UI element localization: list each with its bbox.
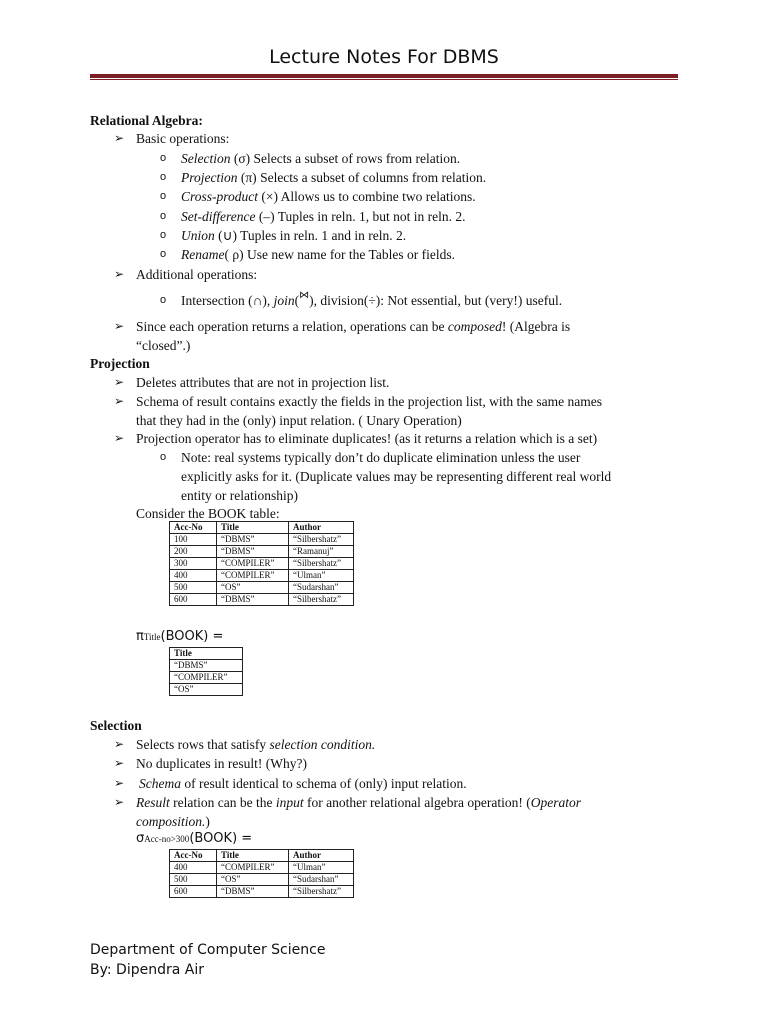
operation-name: Cross-product xyxy=(181,189,259,204)
table-row xyxy=(170,874,354,886)
table-row xyxy=(170,862,354,874)
selection-bullet-3: Schema of result identical to schema of (only) input relation. xyxy=(139,776,467,791)
table-cell: “COMPILER” xyxy=(170,672,243,684)
title-rule-thin xyxy=(90,79,678,80)
arrow-bullet-icon: ➢ xyxy=(114,319,125,333)
operation-description: Tuples in reln. 1 and in reln. 2. xyxy=(240,228,407,243)
table-cell: “DBMS” xyxy=(217,546,289,558)
table-cell: 100 xyxy=(170,534,217,546)
table-row xyxy=(170,594,354,606)
book-table xyxy=(169,521,354,606)
circle-bullet-icon: o xyxy=(160,229,167,241)
selection-result-table xyxy=(169,849,354,898)
operation-name: Selection xyxy=(181,151,231,166)
basic-operations-label: Basic operations: xyxy=(136,131,230,146)
operation-item xyxy=(181,227,406,244)
composed-text-cont: “closed”.) xyxy=(136,338,191,353)
operation-description: Selects a subset of columns from relation. xyxy=(260,170,487,185)
table-header-cell: Title xyxy=(217,850,289,862)
table-cell: 200 xyxy=(170,546,217,558)
arrow-bullet-icon: ➢ xyxy=(114,375,125,389)
circle-bullet-icon: o xyxy=(160,171,167,183)
circle-bullet-icon: o xyxy=(160,248,167,260)
additional-operations-label: Additional operations: xyxy=(136,267,258,282)
projection-bullet-2: Schema of result contains exactly the fields in the projection list, with the same names xyxy=(136,394,603,409)
arrow-bullet-icon: ➢ xyxy=(114,776,125,790)
table-row xyxy=(170,582,354,594)
additional-operations-item: Intersection (∩), join(⋈), division(÷): Not essential, but (very!) useful. xyxy=(181,290,563,308)
operation-item xyxy=(181,208,465,225)
operation-description: Use new name for the Tables or fields. xyxy=(246,247,455,262)
page-title: Lecture Notes For DBMS xyxy=(269,46,499,68)
operation-name: Rename xyxy=(181,247,225,262)
table-cell: “DBMS” xyxy=(217,594,289,606)
arrow-bullet-icon: ➢ xyxy=(114,394,125,408)
circle-bullet-icon: o xyxy=(160,210,167,222)
table-header-cell: Author xyxy=(289,522,354,534)
operation-item xyxy=(181,188,476,205)
operation-description: Allows us to combine two relations. xyxy=(280,189,476,204)
section-heading-selection: Selection xyxy=(90,718,142,733)
operation-symbol: (∪) xyxy=(214,228,237,243)
table-header-cell: Title xyxy=(217,522,289,534)
table-cell: “DBMS” xyxy=(170,660,243,672)
table-cell: “Sudarshan” xyxy=(289,582,354,594)
operation-item xyxy=(181,169,486,186)
circle-bullet-icon: o xyxy=(160,190,167,202)
operation-symbol: (–) xyxy=(255,209,275,224)
operation-name: Set-difference xyxy=(181,209,256,224)
operation-description: Tuples in reln. 1, but not in reln. 2. xyxy=(277,209,466,224)
composed-text: Since each operation returns a relation, operations can be composed! (Algebra is xyxy=(136,319,571,334)
table-row xyxy=(170,684,243,696)
table-cell: “COMPILER” xyxy=(217,862,289,874)
table-cell: “COMPILER” xyxy=(217,570,289,582)
table-row xyxy=(170,660,243,672)
table-cell: “Sudarshan” xyxy=(289,874,354,886)
selection-bullet-1: Selects rows that satisfy selection condition. xyxy=(136,737,376,752)
table-cell: “Ulman” xyxy=(289,570,354,582)
table-row xyxy=(170,534,354,546)
table-row xyxy=(170,886,354,898)
section-heading-projection: Projection xyxy=(90,356,150,371)
operation-item xyxy=(181,150,460,167)
projection-bullet-2-cont: that they had in the (only) input relation. ( Unary Operation) xyxy=(136,413,462,428)
title-rule xyxy=(90,74,678,78)
operation-name: Projection xyxy=(181,170,238,185)
arrow-bullet-icon: ➢ xyxy=(114,267,125,281)
table-cell: “Silbershatz” xyxy=(289,534,354,546)
table-cell: “OS” xyxy=(217,582,289,594)
operation-description: Selects a subset of rows from relation. xyxy=(253,151,461,166)
consider-book-text: Consider the BOOK table: xyxy=(136,506,280,521)
table-cell: “DBMS” xyxy=(217,886,289,898)
selection-bullet-2: No duplicates in result! (Why?) xyxy=(136,756,307,771)
table-header-cell: Title xyxy=(170,648,243,660)
arrow-bullet-icon: ➢ xyxy=(114,431,125,445)
operation-symbol: ( ρ) xyxy=(224,247,244,262)
projection-bullet-3: Projection operator has to eliminate duplicates! (as it returns a relation which is a set) xyxy=(136,431,598,446)
table-cell: 400 xyxy=(170,862,217,874)
projection-note-cont2: entity or relationship) xyxy=(181,488,298,503)
table-row xyxy=(170,558,354,570)
arrow-bullet-icon: ➢ xyxy=(114,131,125,145)
selection-expression: σAcc-no>300(BOOK) = xyxy=(136,831,253,846)
table-header-cell: Acc-No xyxy=(170,522,217,534)
table-cell: “OS” xyxy=(170,684,243,696)
table-cell: 500 xyxy=(170,874,217,886)
operation-symbol: (×) xyxy=(258,189,278,204)
join-bowtie-icon: ⋈ xyxy=(299,290,310,301)
footer-author: By: Dipendra Air xyxy=(90,962,204,978)
table-header-cell: Acc-No xyxy=(170,850,217,862)
arrow-bullet-icon: ➢ xyxy=(114,795,125,809)
arrow-bullet-icon: ➢ xyxy=(114,737,125,751)
table-row xyxy=(170,570,354,582)
table-cell: 600 xyxy=(170,886,217,898)
operation-symbol: (π) xyxy=(237,170,257,185)
selection-bullet-4: Result relation can be the input for another relational algebra operation! (Operator xyxy=(136,795,581,810)
table-cell: “DBMS” xyxy=(217,534,289,546)
circle-bullet-icon: o xyxy=(160,152,167,164)
projection-note: Note: real systems typically don’t do duplicate elimination unless the user xyxy=(181,450,581,465)
table-header-cell: Author xyxy=(289,850,354,862)
projection-expression: πTitle(BOOK) = xyxy=(136,629,224,644)
table-cell: 600 xyxy=(170,594,217,606)
arrow-bullet-icon: ➢ xyxy=(114,756,125,770)
selection-bullet-4-cont: composition.) xyxy=(136,814,210,829)
table-header-row xyxy=(170,522,354,534)
table-cell: “OS” xyxy=(217,874,289,886)
table-cell: “Silbershatz” xyxy=(289,594,354,606)
table-cell: 500 xyxy=(170,582,217,594)
projection-result-table xyxy=(169,647,243,696)
projection-bullet-1: Deletes attributes that are not in projection list. xyxy=(136,375,390,390)
table-header-row xyxy=(170,850,354,862)
table-cell: “Silbershatz” xyxy=(289,886,354,898)
section-heading-relational-algebra: Relational Algebra: xyxy=(90,113,203,128)
table-row xyxy=(170,672,243,684)
table-cell: “Silbershatz” xyxy=(289,558,354,570)
table-cell: “COMPILER” xyxy=(217,558,289,570)
operation-item xyxy=(181,246,455,263)
table-cell: “Ulman” xyxy=(289,862,354,874)
footer-department: Department of Computer Science xyxy=(90,942,326,958)
table-row xyxy=(170,546,354,558)
circle-bullet-icon: o xyxy=(160,451,167,463)
table-cell: 400 xyxy=(170,570,217,582)
table-header-row xyxy=(170,648,243,660)
projection-note-cont: explicitly asks for it. (Duplicate values may be representing different real world xyxy=(181,469,612,484)
table-cell: 300 xyxy=(170,558,217,570)
table-cell: “Ramanuj” xyxy=(289,546,354,558)
operation-symbol: (σ) xyxy=(230,151,251,166)
operation-name: Union xyxy=(181,228,215,243)
circle-bullet-icon: o xyxy=(160,294,167,306)
